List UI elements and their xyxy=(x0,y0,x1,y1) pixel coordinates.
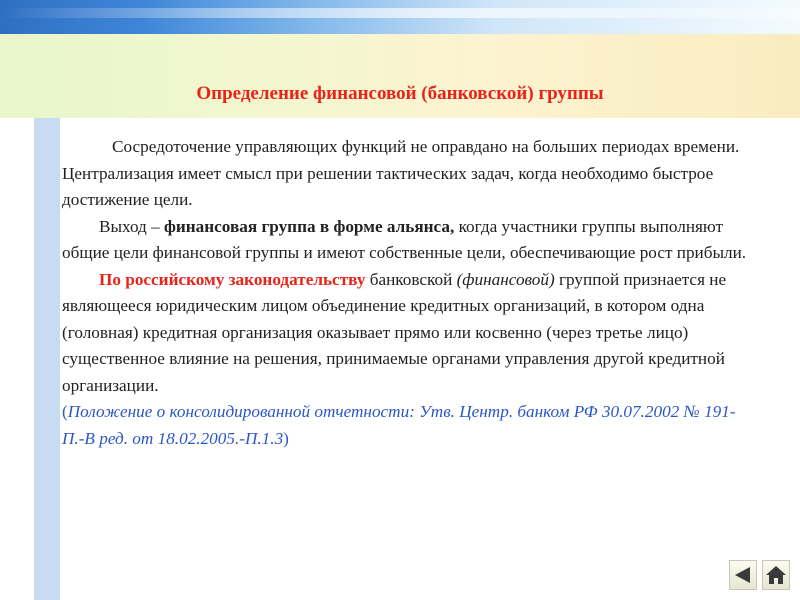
slide-title: Определение финансовой (банковской) группы xyxy=(196,83,604,104)
citation xyxy=(62,399,752,452)
paragraph-3-mid: банковской xyxy=(365,269,457,289)
back-arrow-icon xyxy=(730,561,756,589)
paragraph-2 xyxy=(62,214,752,267)
paragraph-1 xyxy=(62,134,752,214)
top-banner xyxy=(0,0,800,34)
citation-text: Положение о консолидированной отчетности: Утв. Центр. банком РФ 30.07.2002 № 191-П.-В ред. от 18.02.2005.-П.1.3 xyxy=(62,402,736,448)
banner-glow xyxy=(0,8,800,18)
paragraph-3-highlight: По российскому законодательству xyxy=(99,269,366,289)
paragraph-3-italic: (финансовой) xyxy=(456,269,555,289)
citation-close: ) xyxy=(283,428,289,448)
home-icon xyxy=(763,561,789,589)
paragraph-3 xyxy=(62,267,752,400)
citation-open: ( xyxy=(62,402,68,421)
paragraph-2-lead: Выход – xyxy=(99,216,164,236)
paragraph-2-rest: когда участники группы выполняют общие цели финансовой группы и имеют собственные цели, обеспечивающие рост прибыли. xyxy=(62,216,747,262)
home-button[interactable] xyxy=(762,560,790,590)
paragraph-3-rest: группой признается не являющееся юридическим лицом объединение кредитных организаций, в котором одна (головная) кредитная организация оказывает прямо или косвенно (через третье лицо) существенное влияние на решения, принимаемые органами управления другой кредитной организации. xyxy=(62,269,727,395)
back-button[interactable] xyxy=(729,560,757,590)
paragraph-2-bold: финансовая группа в форме альянса, xyxy=(163,216,455,236)
slide-title-wrap xyxy=(0,70,800,107)
paragraph-1-text: Сосредоточение управляющих функций не оправдано на больших периодах времени. Централизация имеет смысл при решении тактических задач, когда необходимо быстрое достижение цели. xyxy=(62,137,740,209)
slide-body xyxy=(62,134,752,452)
